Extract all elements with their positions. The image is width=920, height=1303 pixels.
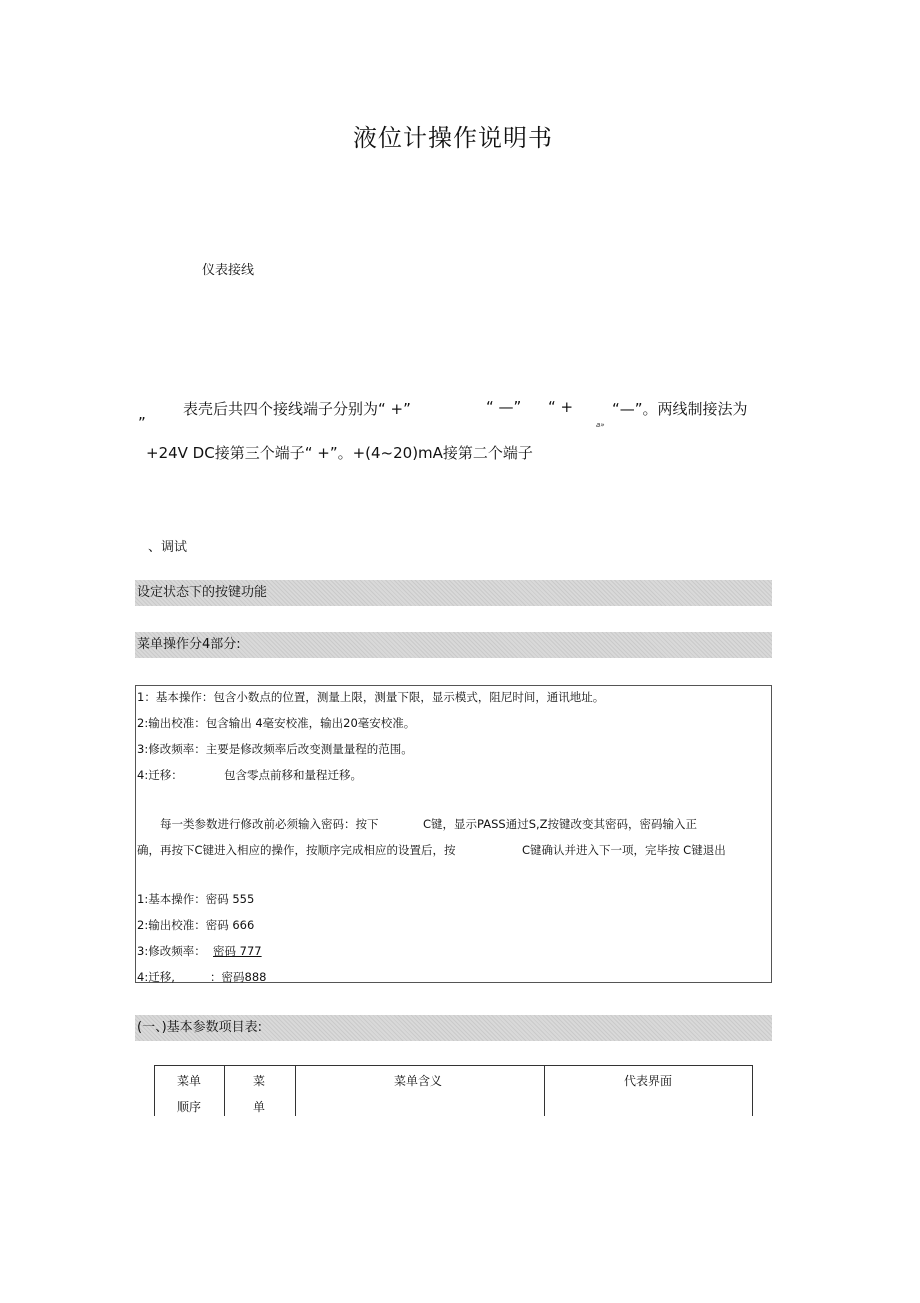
section-heading-wiring: 仪表接线 xyxy=(202,263,255,278)
table-header-order-2: 顺序 xyxy=(177,1100,202,1114)
table-col-meaning xyxy=(296,1066,545,1116)
table-header-interface: 代表界面 xyxy=(624,1074,673,1088)
table-header-meaning: 菜单含义 xyxy=(394,1074,443,1088)
table-col-order xyxy=(155,1066,225,1116)
password-frequency-value: 密码 777 xyxy=(213,944,262,958)
wiring-quote: ” xyxy=(138,414,146,432)
password-instruction-1b: C键，显示PASS通过S,Z按键改变其密码，密码输入正 xyxy=(423,817,698,831)
wiring-text-3: +24V DC接第三个端子“ +”。+(4~20)mA接第二个端子 xyxy=(146,444,533,462)
password-frequency-label: 3:修改频率： xyxy=(137,944,206,958)
menu-item-1: 1：基本操作：包含小数点的位置，测量上限，测量下限，显示模式，阻尼时间，通讯地址。 xyxy=(137,690,605,704)
password-migration-label: 4:迁移, xyxy=(137,970,175,984)
table-header-menu-2: 单 xyxy=(253,1100,266,1114)
menu-item-4-text: 包含零点前移和量程迁移。 xyxy=(224,768,362,782)
section-heading-debug: 、调试 xyxy=(148,540,188,555)
menu-info-box xyxy=(135,685,772,983)
menu-item-2: 2:输出校准：包含输出 4毫安校准，输出20毫安校准。 xyxy=(137,716,416,730)
table-col-interface xyxy=(545,1066,753,1116)
wiring-text-1b: “ —” xyxy=(486,398,522,416)
band-key-functions: 设定状态下的按键功能 xyxy=(135,580,772,606)
menu-item-4: 4:迁移： xyxy=(137,768,183,782)
band-basic-params: (一、)基本参数项目表: xyxy=(135,1015,772,1041)
password-instruction-1a: 每一类参数进行修改前必须输入密码：按下 xyxy=(160,817,379,831)
wiring-text-1a: 表壳后共四个接线端子分别为“ +” xyxy=(183,400,411,418)
menu-item-3: 3:修改频率：主要是修改频率后改变测量量程的范围。 xyxy=(137,742,413,756)
table-header-order-1: 菜单 xyxy=(177,1074,202,1088)
band-menu-parts: 菜单操作分4部分: xyxy=(135,632,772,658)
table-header-menu-1: 菜 xyxy=(253,1074,266,1088)
password-migration-value: ：密码888 xyxy=(210,970,267,984)
basic-params-table xyxy=(154,1065,753,1116)
password-instruction-2a: 确，再按下C键进入相应的操作，按顺序完成相应的设置后，按 xyxy=(137,843,456,857)
wiring-footnote-mark: a» xyxy=(596,421,605,429)
page-title: 液位计操作说明书 xyxy=(353,124,553,152)
password-calibration: 2:输出校准：密码 666 xyxy=(137,918,255,932)
password-basic: 1:基本操作：密码 555 xyxy=(137,892,255,906)
table-col-menu xyxy=(225,1066,296,1116)
wiring-text-1d: “—”。两线制接法为 xyxy=(612,400,748,418)
wiring-text-1c: “ + xyxy=(548,398,574,416)
password-instruction-2b: C键确认并进入下一项，完毕按 C键退出 xyxy=(522,843,726,857)
